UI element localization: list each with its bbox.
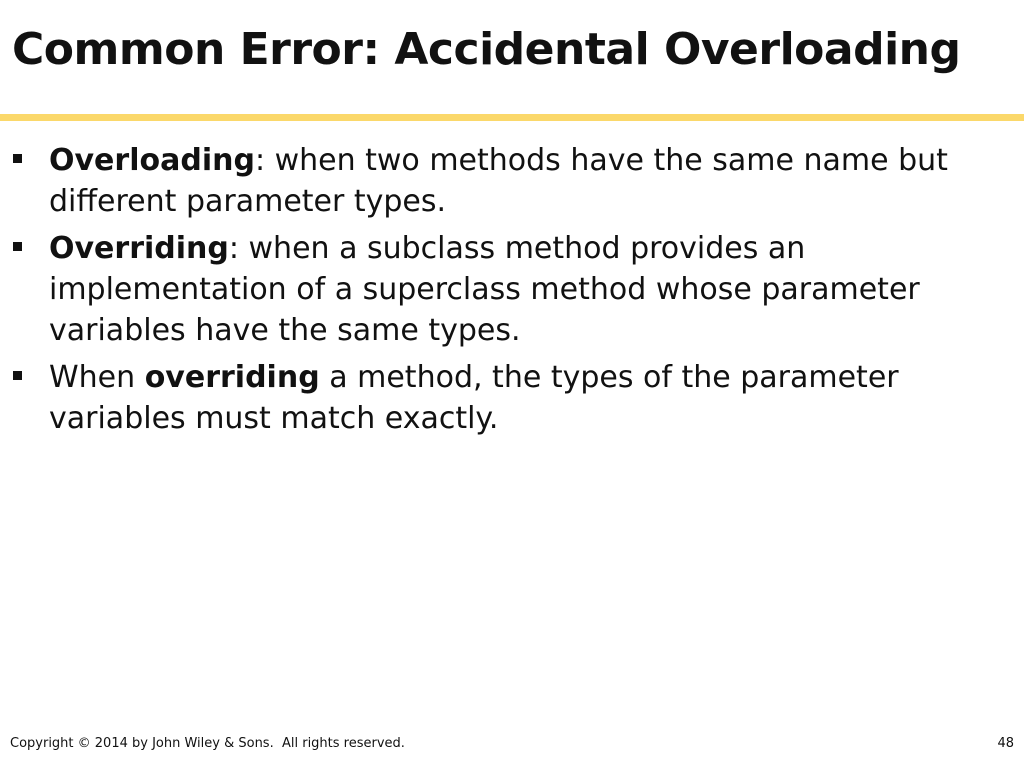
- title-underline: [0, 114, 1024, 121]
- bullet-list: [0, 140, 1010, 445]
- copyright-notice: Copyright © 2014 by John Wiley & Sons. All rights reserved.: [10, 736, 405, 751]
- term-overriding-emphasis: overriding: [144, 360, 320, 395]
- square-bullet-icon: [13, 242, 22, 251]
- bullet-overloading: [0, 140, 1010, 222]
- definition-overloading: : when two methods have the same name but different parameter types.: [49, 143, 948, 219]
- page-number: 48: [997, 736, 1014, 751]
- term-overriding: Overriding: [49, 231, 229, 266]
- definition-overriding: : when a subclass method provides an implementation of a superclass method whose parameter variables have the same types.: [49, 231, 920, 348]
- rule-text: a method, the types of the parameter variables must match exactly.: [49, 360, 899, 436]
- term-overloading: Overloading: [49, 143, 255, 178]
- bullet-overriding: [0, 228, 1010, 351]
- rule-prefix: When: [49, 360, 145, 395]
- bullet-overriding-rule: [0, 357, 1010, 439]
- square-bullet-icon: [13, 371, 22, 380]
- slide-title: Common Error: Accidental Overloading: [12, 24, 961, 75]
- square-bullet-icon: [13, 154, 22, 163]
